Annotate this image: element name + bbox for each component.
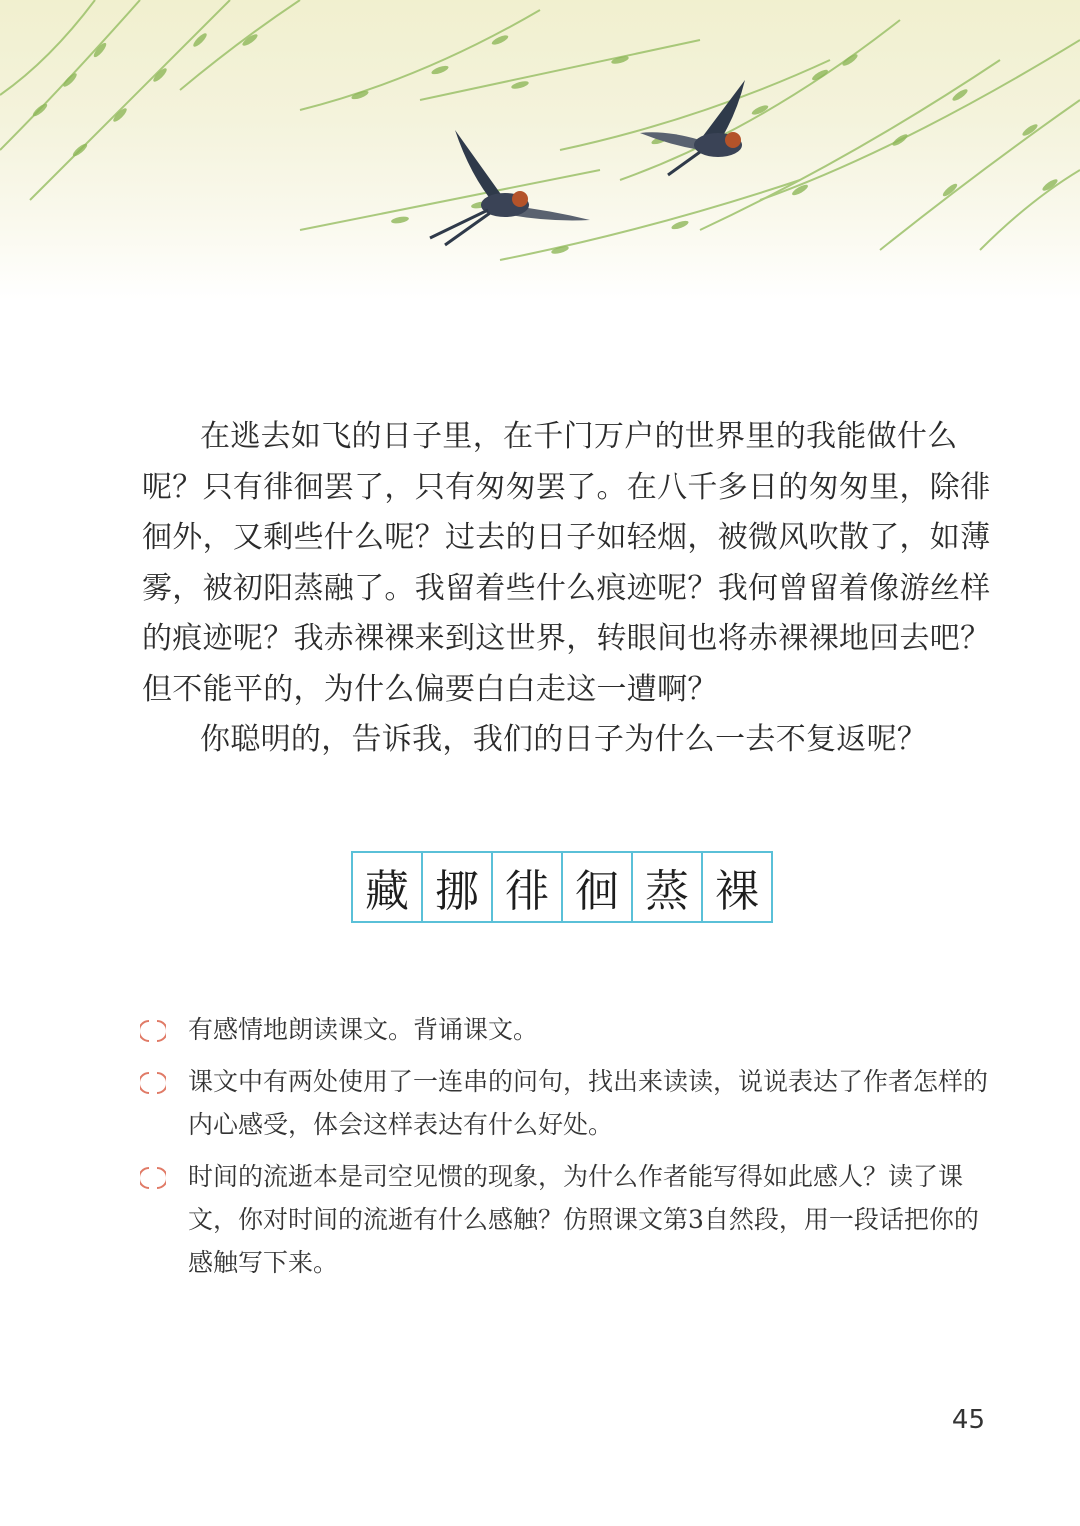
bracket-circle-icon: [140, 1070, 166, 1096]
exercise-item: [140, 1060, 1000, 1146]
swallow-willow-illustration: [0, 0, 1080, 300]
bracket-circle-icon: [140, 1018, 166, 1044]
exercise-item: [140, 1155, 1000, 1284]
exercise-list: [140, 1008, 1000, 1293]
paragraph-2: 你聪明的，告诉我，我们的日子为什么一去不复返呢？: [200, 722, 928, 757]
swallow-right: [640, 80, 745, 175]
vocabulary-grid: [351, 851, 773, 923]
bracket-circle-icon: [140, 1165, 166, 1191]
willow-leaves: [31, 32, 1059, 256]
vocab-char: 徘: [491, 853, 561, 921]
exercise-text: 课文中有两处使用了一连串的问句，找出来读读，说说表达了作者怎样的内心感受，体会这样表达有什么好处。: [188, 1067, 989, 1139]
vocab-char: 徊: [561, 853, 631, 921]
paragraph-1: 在逃去如飞的日子里，在千门万户的世界里的我能做什么呢？只有徘徊罢了，只有匆匆罢了。在八千多日的匆匆里，除徘徊外，又剩些什么呢？过去的日子如轻烟，被微风吹散了，如薄雾，被初阳蒸融了。我留着些什么痕迹呢？我何曾留着像游丝样的痕迹呢？我赤裸裸来到这世界，转眼间也将赤裸裸地回去吧？但不能平的，为什么偏要白白走这一遭啊？: [142, 419, 991, 707]
exercise-item: [140, 1008, 1000, 1051]
willow-branches: [0, 0, 1080, 260]
vocab-char: 挪: [421, 853, 491, 921]
exercise-text: 时间的流逝本是司空见惯的现象，为什么作者能写得如此感人？读了课文，你对时间的流逝有什么感触？仿照课文第3自然段，用一段话把你的感触写下来。: [188, 1162, 979, 1277]
exercise-text: 有感情地朗读课文。背诵课文。: [188, 1015, 539, 1044]
vocab-char: 藏: [365, 866, 409, 917]
page-number: 45: [951, 1405, 985, 1435]
illustration-art: [0, 0, 1080, 300]
vocab-char: 裸: [701, 853, 771, 921]
vocab-char: 蒸: [631, 853, 701, 921]
passage-text: [142, 412, 992, 766]
